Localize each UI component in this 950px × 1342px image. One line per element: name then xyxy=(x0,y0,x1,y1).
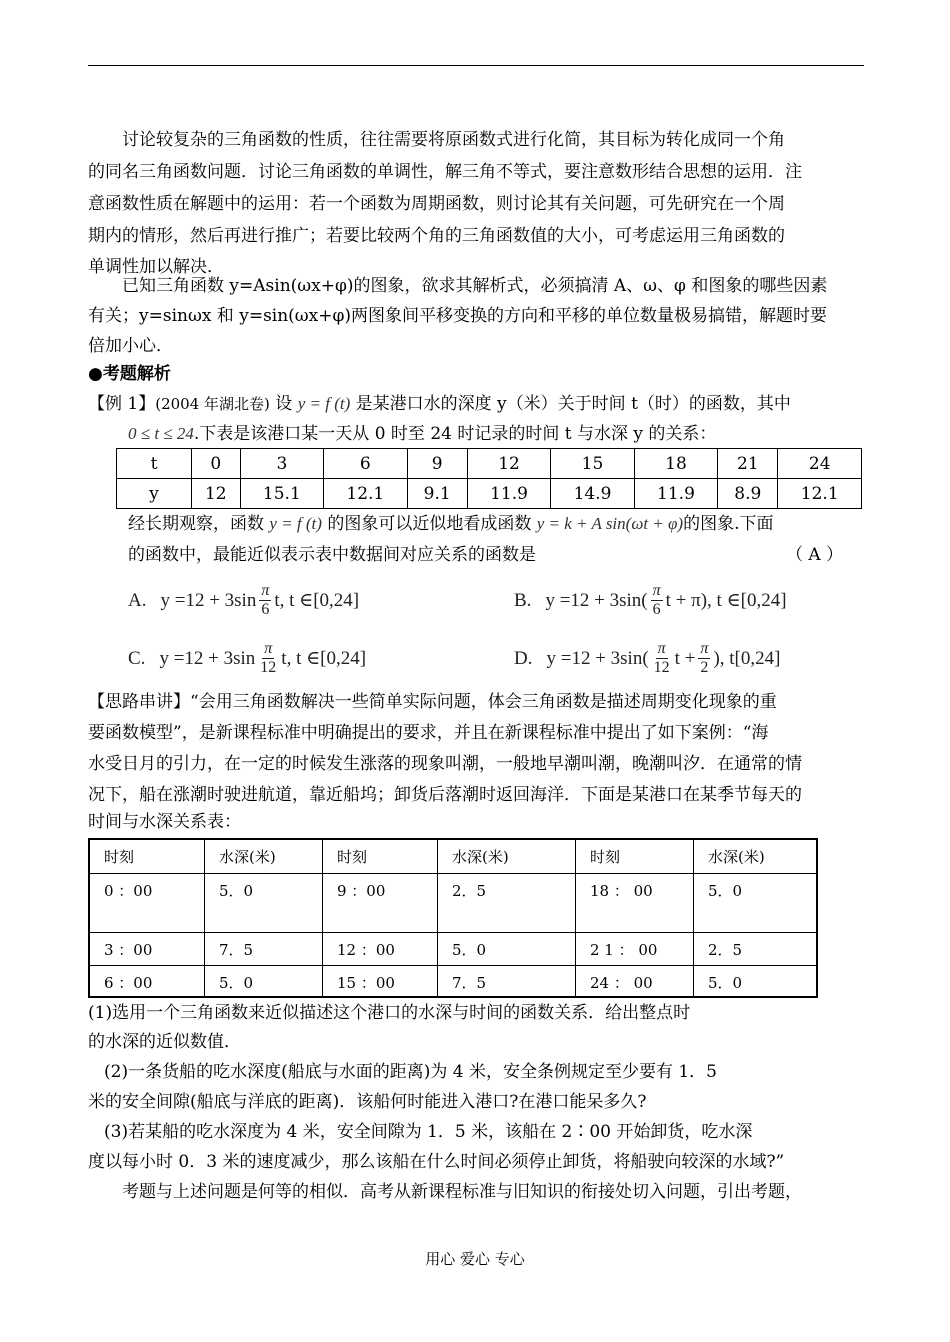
option-d-num: π xyxy=(657,640,666,657)
table-cell: 9 xyxy=(407,449,467,479)
question-3b: 度以每小时 0．3 米的速度减少，那么该船在什么时间必须停止卸货，将船驶向较深的水域?” xyxy=(88,1152,785,1172)
option-c-den: 12 xyxy=(260,659,277,676)
example-math-range: 0 ≤ t ≤ 24 xyxy=(128,424,194,443)
obs-text-c: 的图象.下面 xyxy=(683,514,774,534)
example-line-2 xyxy=(128,422,716,446)
table-cell: 9.1 xyxy=(407,479,467,509)
option-b xyxy=(514,582,787,619)
table-cell: 2．5 xyxy=(694,932,818,965)
example-math-fx: y = f (t) xyxy=(297,394,351,413)
table-cell: 15.1 xyxy=(240,479,323,509)
footer: 用心 爱心 专心 xyxy=(425,1250,525,1268)
table-cell: 12 xyxy=(467,449,550,479)
option-d-post: t + xyxy=(674,647,696,669)
table-cell: 7．5 xyxy=(438,965,576,997)
table-cell: 24 ： 00 xyxy=(576,965,694,997)
table-cell: 3 xyxy=(240,449,323,479)
answer: （ A ） xyxy=(786,545,844,565)
table-cell: 6 ：00 xyxy=(89,965,205,997)
table-cell: 11.9 xyxy=(634,479,717,509)
analysis-line-1: 【思路串讲】“会用三角函数解决一些简单实际问题，体会三角函数是描述周期变化现象的重 xyxy=(88,692,777,712)
table-cell: 3 ：00 xyxy=(89,932,205,965)
table-header: 水深(米) xyxy=(438,839,576,873)
observation-line xyxy=(128,512,774,536)
option-d-den: 12 xyxy=(653,659,670,676)
analysis-line-3: 水受日月的引力，在一定的时候发生涨落的现象叫潮，一般地早潮叫潮，晚潮叫汐．在通常的情 xyxy=(88,754,802,774)
p1-line-5: 单调性加以解决． xyxy=(88,257,224,277)
table-cell: 9 ：00 xyxy=(323,873,438,932)
option-c-post: t, t ∈[0,24] xyxy=(281,648,367,669)
option-b-den: 6 xyxy=(652,601,661,618)
example-text-b: 是某港口水的深度 y（米）关于时间 t（时）的函数，其中 xyxy=(355,394,791,414)
table-cell: 12 xyxy=(192,479,241,509)
table-cell: 18 ： 00 xyxy=(576,873,694,932)
question-1a: (1)选用一个三角函数来近似描述这个港口的水深与时间的函数关系．给出整点时 xyxy=(88,1003,691,1023)
tide-table xyxy=(88,838,818,998)
closing-line: 考题与上述问题是何等的相似．高考从新课程标准与旧知识的衔接处切入问题，引出考题， xyxy=(122,1182,802,1202)
question-1b: 的水深的近似数值． xyxy=(88,1032,241,1052)
option-c-pre: y =12 + 3sin xyxy=(159,647,256,669)
option-a-pre: y =12 + 3sin xyxy=(160,589,257,611)
option-a-post: t, t ∈[0,24] xyxy=(274,590,360,611)
section-title: ●考题解析 xyxy=(88,364,171,384)
obs-text-a: 经长期观察，函数 xyxy=(128,514,264,534)
table-header: 时刻 xyxy=(576,839,694,873)
table-cell: 12 ：00 xyxy=(323,932,438,965)
option-c xyxy=(128,640,366,677)
option-c-num: π xyxy=(264,640,273,657)
table-row xyxy=(89,873,817,932)
obs-math-func: y = k + A sin(ωt + φ) xyxy=(536,514,684,533)
obs-math-fx: y = f (t) xyxy=(269,514,322,533)
option-b-label: B. xyxy=(514,589,532,611)
example-tag: 【例 1】 xyxy=(88,394,156,414)
table-cell: t xyxy=(117,449,192,479)
example-text-c: .下表是该港口某一天从 0 时至 24 时记录的时间 t 与水深 y 的关系： xyxy=(193,424,717,444)
table-cell: 5．0 xyxy=(694,873,818,932)
table-cell: 7．5 xyxy=(205,932,323,965)
table-cell: 0 xyxy=(192,449,241,479)
table-header: 时刻 xyxy=(89,839,205,873)
p2-line-1: 已知三角函数 y=Asin(ωx+φ)的图象，欲求其解析式，必须搞清 A、ω、φ 和图象的哪些因素 xyxy=(122,276,828,296)
header-rule xyxy=(88,65,864,66)
table-row xyxy=(89,965,817,997)
table-header: 时刻 xyxy=(323,839,438,873)
analysis-line-4: 况下，船在涨潮时驶进航道，靠近船坞；卸货后落潮时返回海洋．下面是某港口在某季节每天的 xyxy=(88,785,802,805)
table-cell: 2 1 ： 00 xyxy=(576,932,694,965)
table-cell: 5．0 xyxy=(205,873,323,932)
table-cell: 5．0 xyxy=(694,965,818,997)
option-d xyxy=(514,640,780,677)
option-d-post2: ), t[0,24] xyxy=(713,647,781,669)
table-row xyxy=(89,932,817,965)
depth-table xyxy=(116,448,862,509)
table-row xyxy=(117,449,862,479)
table-header: 水深(米) xyxy=(694,839,818,873)
p1-line-3: 意函数性质在解题中的运用：若一个函数为周期函数，则讨论其有关问题，可先研究在一个周 xyxy=(88,194,785,214)
option-d-pre: y =12 + 3sin( xyxy=(546,647,649,669)
example-source: (2004 年湖北卷) xyxy=(155,395,270,413)
table-cell: 18 xyxy=(634,449,717,479)
table-row xyxy=(89,839,817,873)
table-cell: 21 xyxy=(718,449,778,479)
option-b-pre: y =12 + 3sin( xyxy=(545,589,648,611)
example-text-a: 设 xyxy=(275,394,293,414)
table-cell: 14.9 xyxy=(551,479,634,509)
p2-line-3: 倍加小心． xyxy=(88,336,173,356)
option-d-den2: 2 xyxy=(700,659,709,676)
table-cell: 15 xyxy=(551,449,634,479)
table-cell: 12.1 xyxy=(324,479,407,509)
p1-line-2: 的同名三角函数问题．讨论三角函数的单调性，解三角不等式，要注意数形结合思想的运用．注 xyxy=(88,162,802,182)
p1-line-4: 期内的情形，然后再进行推广；若要比较两个角的三角函数值的大小，可考虑运用三角函数的 xyxy=(88,226,785,246)
table-cell: 11.9 xyxy=(467,479,550,509)
table-cell: 6 xyxy=(324,449,407,479)
question-3a: (3)若某船的吃水深度为 4 米，安全间隙为 1．5 米，该船在 2∶00 开始卸货，吃水深 xyxy=(104,1122,753,1142)
option-d-label: D. xyxy=(514,647,533,669)
table-cell: 5．0 xyxy=(438,932,576,965)
analysis-line-2: 要函数模型”，是新课程标准中明确提出的要求，并且在新课程标准中提出了如下案例：“海 xyxy=(88,723,769,743)
table-header: 水深(米) xyxy=(205,839,323,873)
table-cell: 8.9 xyxy=(718,479,778,509)
question-line: 的函数中，最能近似表示表中数据间对应关系的函数是 xyxy=(128,545,536,565)
table-cell: 12.1 xyxy=(778,479,862,509)
table-cell: 0 ：00 xyxy=(89,873,205,932)
table-cell: 2．5 xyxy=(438,873,576,932)
option-a-num: π xyxy=(261,582,270,599)
table-cell: 15 ：00 xyxy=(323,965,438,997)
option-b-num: π xyxy=(652,582,661,599)
option-a-label: A. xyxy=(128,589,147,611)
example-line-1 xyxy=(88,392,791,416)
question-2a: (2)一条货船的吃水深度(船底与水面的距离)为 4 米，安全条例规定至少要有 1．5 xyxy=(104,1062,718,1082)
table-cell: 24 xyxy=(778,449,862,479)
p2-line-2: 有关；y=sinωx 和 y=sin(ωx+φ)两图象间平移变换的方向和平移的单位数量极易搞错，解题时要 xyxy=(88,306,828,326)
option-b-post: t + π), t ∈[0,24] xyxy=(665,590,787,611)
option-c-label: C. xyxy=(128,647,146,669)
option-a-den: 6 xyxy=(261,601,270,618)
question-2b: 米的安全间隙(船底与洋底的距离)．该船何时能进入港口?在港口能呆多久? xyxy=(88,1092,647,1112)
option-a xyxy=(128,582,359,619)
table-row xyxy=(117,479,862,509)
obs-text-b: 的图象可以近似地看成函数 xyxy=(327,514,532,534)
p1-line-1: 讨论较复杂的三角函数的性质，往往需要将原函数式进行化简，其目标为转化成同一个角 xyxy=(122,130,785,150)
table-cell: 5．0 xyxy=(205,965,323,997)
option-d-num2: π xyxy=(700,640,709,657)
analysis-line-5: 时间与水深关系表： xyxy=(88,812,241,832)
table-cell: y xyxy=(117,479,192,509)
